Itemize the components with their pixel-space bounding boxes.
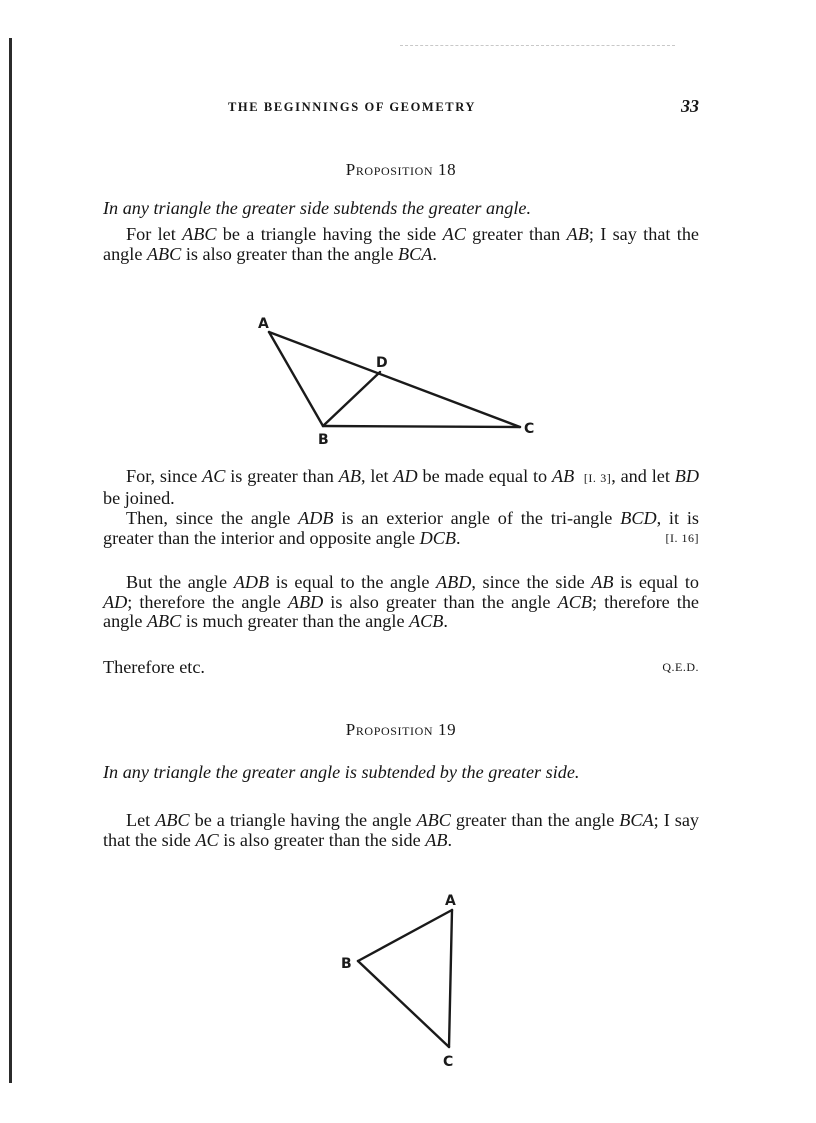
vertex-label-a: A xyxy=(258,316,269,332)
proposition-19-setup: Let ABC be a triangle having the angle ABC greater than the angle BCA; I say that the side AC is also greater than the side AB. xyxy=(103,810,699,850)
page-number: 33 xyxy=(681,96,699,116)
proposition-19-enunciation: In any triangle the greater angle is subtended by the greater side. xyxy=(103,762,580,782)
running-head xyxy=(103,96,699,120)
proposition-18-proof-step-1: For, since AC is greater than AB, let AD be made equal to AB [I. 3], and let BD be joined. xyxy=(103,466,699,508)
segment-bd xyxy=(323,372,380,426)
citation: [I. 3] xyxy=(583,471,612,485)
citation: [I. 16] xyxy=(665,530,699,545)
segment-ab xyxy=(269,332,323,426)
segment-ac xyxy=(269,332,520,427)
proposition-19-figure xyxy=(335,888,475,1073)
qed-mark: Q.E.D. xyxy=(662,660,699,674)
proposition-18-heading: Proposition 18 xyxy=(345,160,457,179)
scan-edge-line xyxy=(400,45,675,46)
segment-ac xyxy=(449,910,452,1047)
proposition-18-conclusion: Therefore etc. Q.E.D. xyxy=(103,657,699,677)
book-spine-shadow xyxy=(9,38,12,1083)
vertex-label-c: C xyxy=(443,1054,454,1070)
segment-bc xyxy=(358,961,449,1047)
proposition-18-proof-step-2: Then, since the angle ADB is an exterior angle of the tri-angle BCD, it is greater than the interior and opposite angle DCB. [I. 16] xyxy=(103,508,699,548)
segment-ab xyxy=(358,910,452,961)
vertex-label-b: B xyxy=(318,432,329,448)
proposition-18-enunciation: In any triangle the greater side subtends the greater angle. xyxy=(103,198,532,218)
proposition-18-figure xyxy=(255,312,555,452)
proposition-19-heading: Proposition 19 xyxy=(345,720,457,739)
running-head-title: THE BEGINNINGS OF GEOMETRY xyxy=(228,100,477,114)
segment-bc xyxy=(323,426,520,427)
proposition-18-setup: For let ABC be a triangle having the side AC greater than AB; I say that the angle ABC is also greater than the angle BCA. xyxy=(103,224,699,264)
vertex-label-a: A xyxy=(445,893,456,909)
vertex-label-b: B xyxy=(341,956,352,972)
vertex-label-d: D xyxy=(376,355,388,371)
vertex-label-c: C xyxy=(524,421,535,437)
proposition-18-proof-step-3: But the angle ADB is equal to the angle ABD, since the side AB is equal to AD; therefore the angle ABD is also greater than the angle ACB; therefore the angle ABC is much greater than the angle ACB. xyxy=(103,572,699,631)
